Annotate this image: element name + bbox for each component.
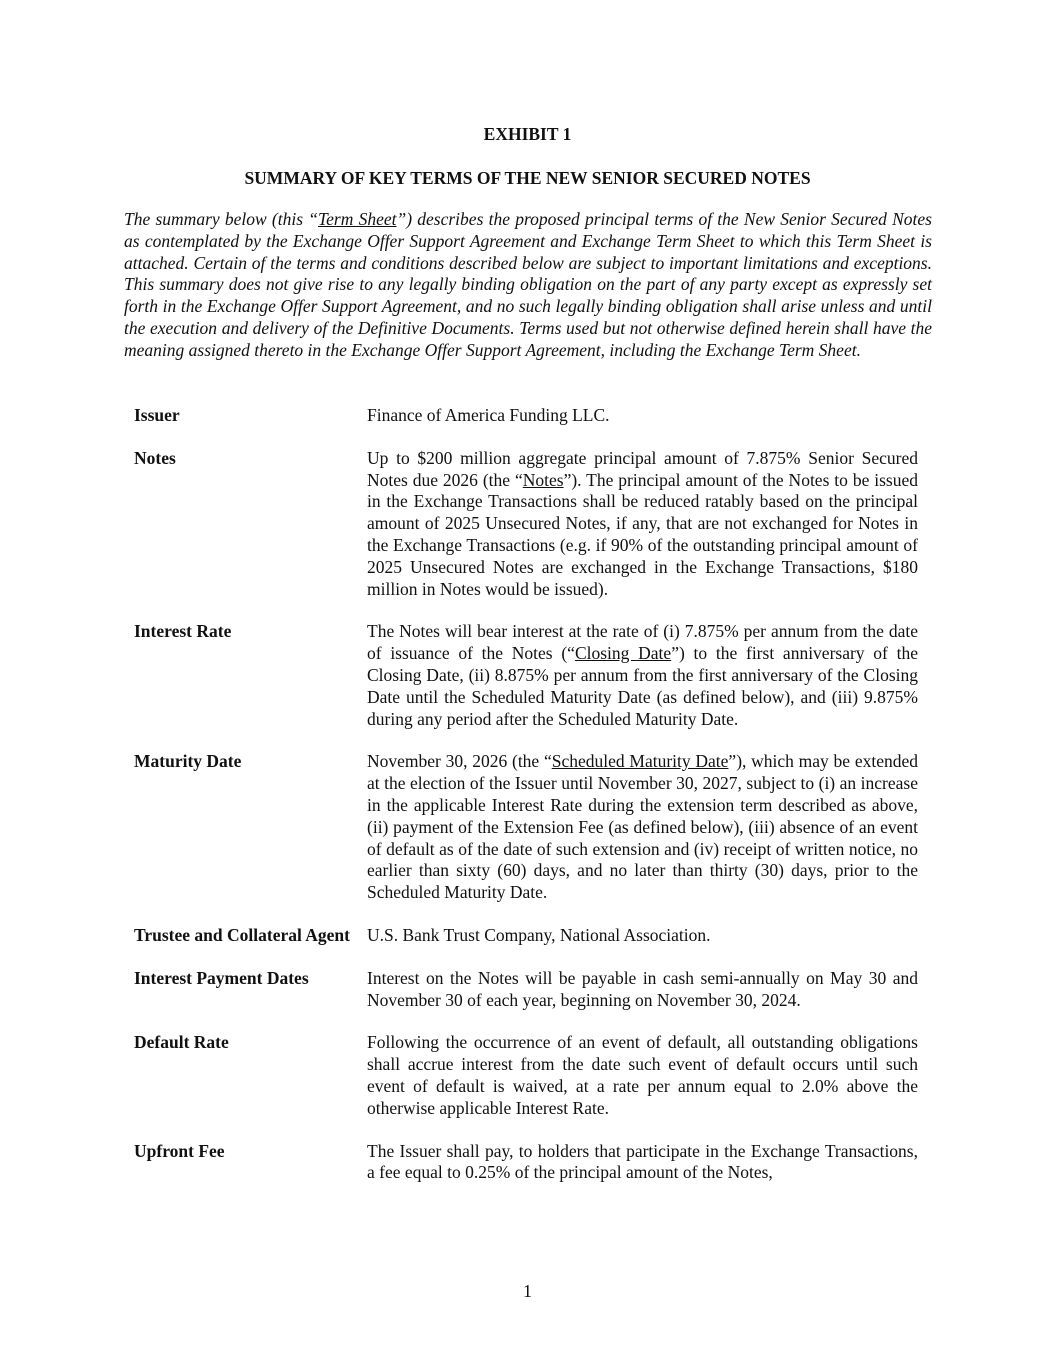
defined-term-notes: Notes (522, 469, 564, 490)
term-row-notes (134, 448, 918, 601)
maturity-text-rest: ”), which may be extended at the election of the Issuer until November 30, 2027, subject to (i) an increase in the applicable Interest Rate during the extension term described as above, (ii) payment of the Extension Fee (as defined below), (iii) absence of an event of default as of the date of such extension and (iv) receipt of written notice, no earlier than sixty (60) days, and no later than thirty (30) days, prior to the Scheduled Maturity Date. (367, 751, 918, 903)
term-label-issuer: Issuer (134, 405, 180, 425)
page-number: 1 (523, 1281, 532, 1301)
term-row-maturity-date (134, 751, 918, 904)
term-label-default-rate: Default Rate (134, 1032, 229, 1053)
document-title: SUMMARY OF KEY TERMS OF THE NEW SENIOR SECURED NOTES (244, 168, 811, 188)
term-row-default-rate (134, 1032, 918, 1119)
intro-text-rest: ”) describes the proposed principal terms of the New Senior Secured Notes as contemplated by the Exchange Offer Support Agreement and Exchange Term Sheet to which this Term Sheet is attached. Certain of the terms and conditions described below are subject to important limitations and exceptions. This summary does not give rise to any legally binding obligation on the part of any party except as expressly set forth in the Exchange Offer Support Agreement, and no such legally binding obligation shall arise unless and until the execution and delivery of the Definitive Documents. Terms used but not otherwise defined herein shall have the meaning assigned thereto in the Exchange Offer Support Agreement, including the Exchange Term Sheet. (124, 209, 932, 360)
term-value-maturity-date (367, 751, 918, 904)
term-label-maturity-date: Maturity Date (134, 751, 242, 772)
exhibit-heading: EXHIBIT 1 (483, 124, 572, 144)
term-value-upfront-fee: The Issuer shall pay, to holders that participate in the Exchange Transactions, a fee equal to 0.25% of the principal amount of the Notes, (367, 1140, 918, 1183)
term-row-issuer (134, 405, 918, 427)
term-label-notes: Notes (134, 447, 176, 468)
term-row-interest-rate (134, 621, 918, 730)
term-sheet-table (134, 405, 918, 1205)
notes-text-start: Up to $200 million aggregate principal amount of 7.875% Senior Secured Notes due 2026 (the “ (367, 447, 918, 490)
intro-paragraph (124, 209, 932, 362)
maturity-text-start: November 30, 2026 (the “ (367, 751, 552, 772)
term-value-interest-payment-dates: Interest on the Notes will be payable in cash semi-annually on May 30 and November 30 of each year, beginning on November 30, 2024. (367, 967, 918, 1010)
term-value-interest-rate (367, 621, 918, 730)
term-value-default-rate: Following the occurrence of an event of default, all outstanding obligations shall accrue interest from the date such event of default occurs until such event of default is waived, at a rate per annum equal to 2.0% above the otherwise applicable Interest Rate. (367, 1032, 918, 1118)
defined-term-term-sheet: Term Sheet (318, 209, 397, 229)
defined-term-scheduled-maturity-date: Scheduled Maturity Date (551, 751, 729, 772)
term-value-notes (367, 448, 918, 601)
term-label-interest-rate: Interest Rate (134, 621, 232, 642)
defined-term-closing-date: Closing Date (574, 643, 672, 664)
interest-rate-text-rest: ”) to the first anniversary of the Closing Date, (ii) 8.875% per annum from the first anniversary of the Closing Date until the Scheduled Maturity Date (as defined below), and (iii) 9.875% during any period after the Scheduled Maturity Date. (367, 643, 918, 729)
term-label-interest-payment-dates: Interest Payment Dates (134, 967, 309, 988)
term-row-interest-payment-dates (134, 968, 918, 1012)
term-row-upfront-fee (134, 1141, 918, 1185)
term-value-trustee: U.S. Bank Trust Company, National Association. (367, 924, 711, 945)
term-label-trustee: Trustee and Collateral Agent (134, 924, 350, 945)
interest-rate-text-start: The Notes will bear interest at the rate of (i) 7.875% per annum from the date of issuance of the Notes (“ (367, 621, 918, 664)
term-label-upfront-fee: Upfront Fee (134, 1140, 225, 1161)
intro-text-start: The summary below (this “ (124, 209, 318, 229)
term-row-trustee (134, 925, 918, 947)
notes-text-rest: ”). The principal amount of the Notes to be issued in the Exchange Transactions shall be reduced ratably based on the principal amount of 2025 Unsecured Notes, if any, that are not exchanged for Notes in the Exchange Transactions (e.g. if 90% of the outstanding principal amount of 2025 Unsecured Notes are exchanged in the Exchange Transactions, $180 million in Notes would be issued). (367, 469, 918, 599)
term-value-issuer: Finance of America Funding LLC. (367, 405, 610, 425)
